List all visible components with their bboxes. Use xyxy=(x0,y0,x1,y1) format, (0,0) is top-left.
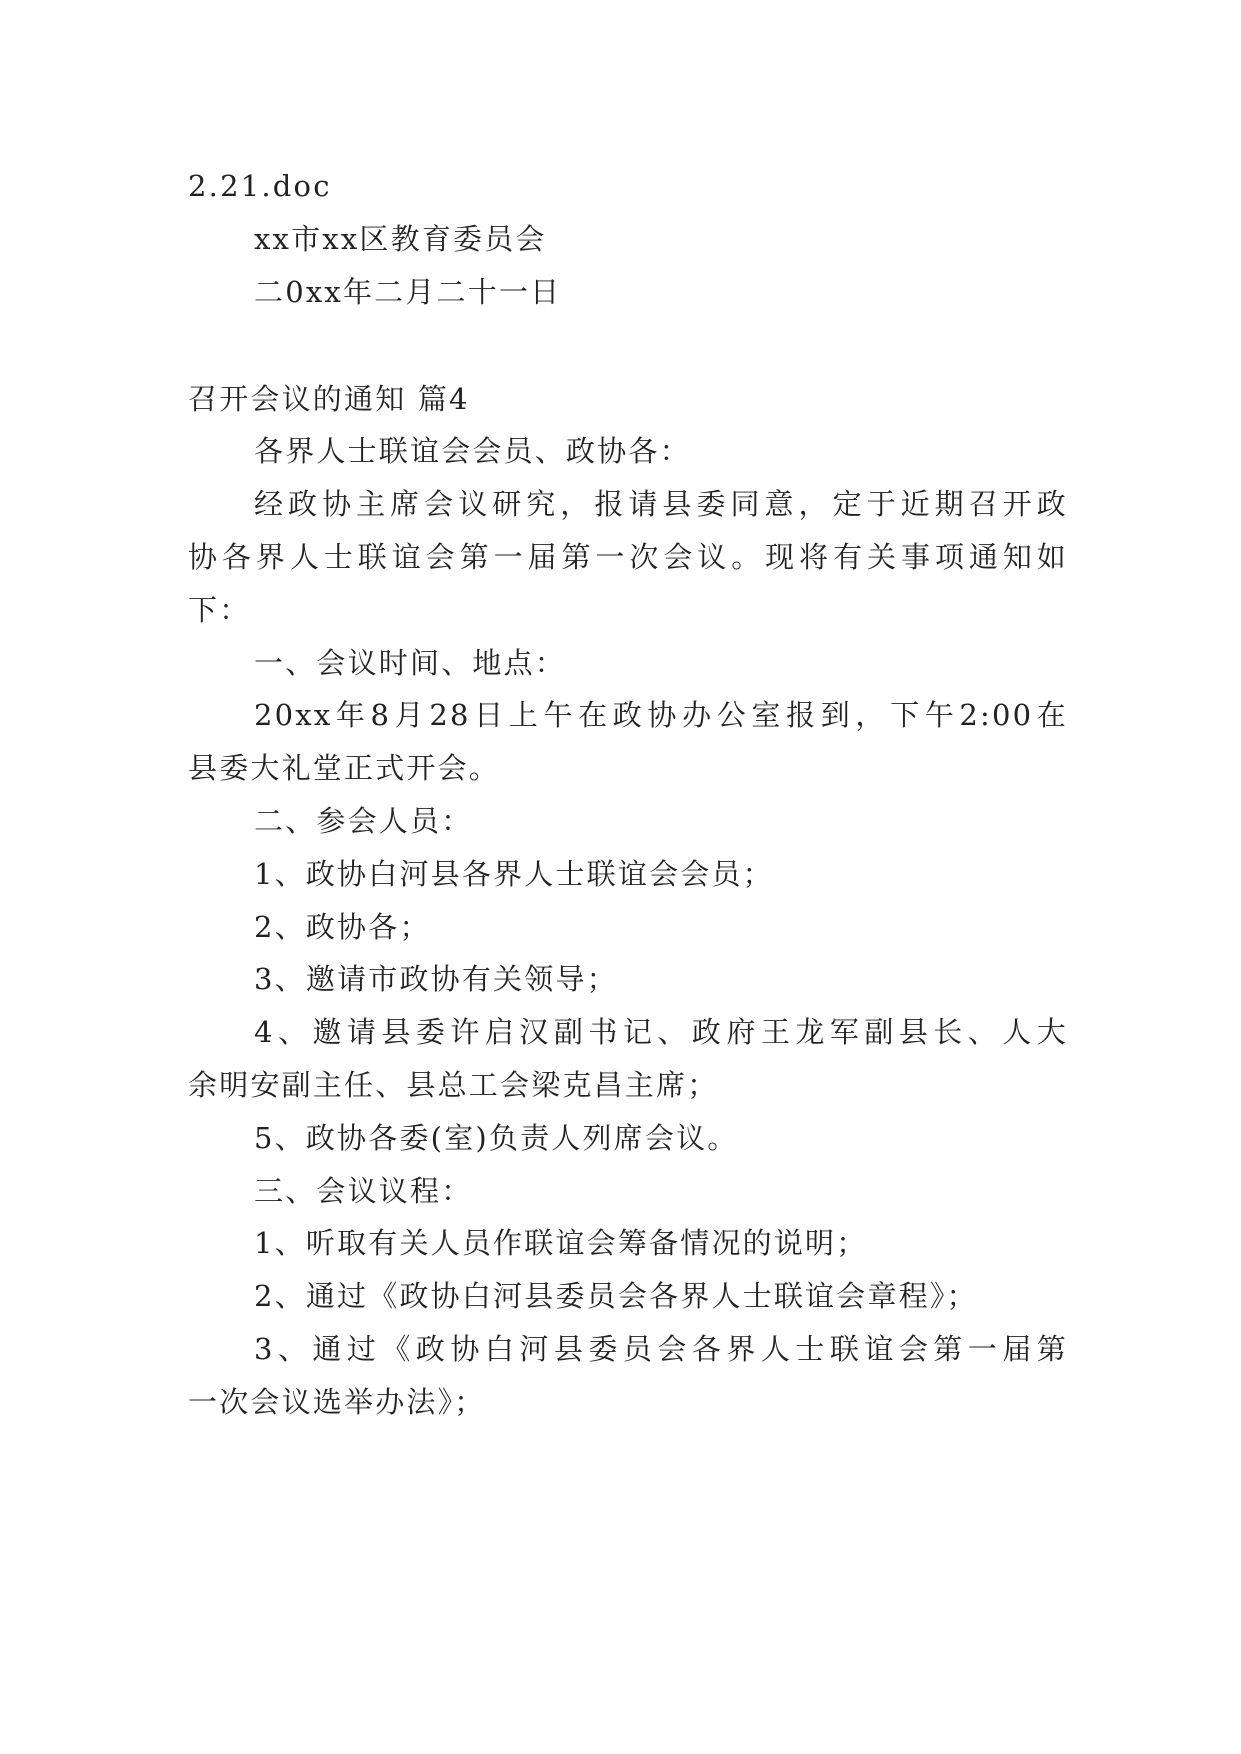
intro-line: 经政协主席会议研究，报请县委同意，定于近期召开政 xyxy=(254,487,1068,521)
list-item: 1、政协白河县各界人士联谊会会员； xyxy=(254,857,774,891)
list-item: 2、政协各； xyxy=(254,910,431,944)
list-item: 2、通过《政协白河县委员会各界人士联谊会章程》； xyxy=(254,1279,978,1313)
intro-line: 下： xyxy=(188,593,251,627)
date-text: 二0xx年二月二十一日 xyxy=(254,275,562,309)
issuer-text: xx市xx区教育委员会 xyxy=(254,222,547,256)
list-item: 余明安副主任、县总工会梁克昌主席； xyxy=(188,1068,719,1102)
list-item: 4、邀请县委许启汉副书记、政府王龙军副县长、人大 xyxy=(254,1015,1068,1049)
list-item: 一次会议选举办法》； xyxy=(188,1385,486,1419)
list-item: 1、听取有关人员作联谊会筹备情况的说明； xyxy=(254,1226,868,1260)
list-item: 3、通过《政协白河县委员会各界人士联谊会第一届第 xyxy=(254,1332,1068,1366)
section-heading: 三、会议议程： xyxy=(254,1174,473,1208)
list-item: 5、政协各委(室)负责人列席会议。 xyxy=(254,1121,739,1155)
filename-text: 2.21.doc xyxy=(188,169,332,203)
list-item: 3、邀请市政协有关领导； xyxy=(254,962,618,996)
section-text: 20xx年8月28日上午在政协办公室报到，下午2:00在 xyxy=(254,698,1068,732)
section-title: 召开会议的通知 篇4 xyxy=(188,382,470,416)
section-heading: 二、参会人员： xyxy=(254,804,473,838)
intro-line: 协各界人士联谊会第一届第一次会议。现将有关事项通知如 xyxy=(188,540,1068,574)
section-heading: 一、会议时间、地点： xyxy=(254,646,567,680)
salutation: 各界人士联谊会会员、政协各： xyxy=(254,434,691,468)
section-text: 县委大礼堂正式开会。 xyxy=(188,751,501,785)
